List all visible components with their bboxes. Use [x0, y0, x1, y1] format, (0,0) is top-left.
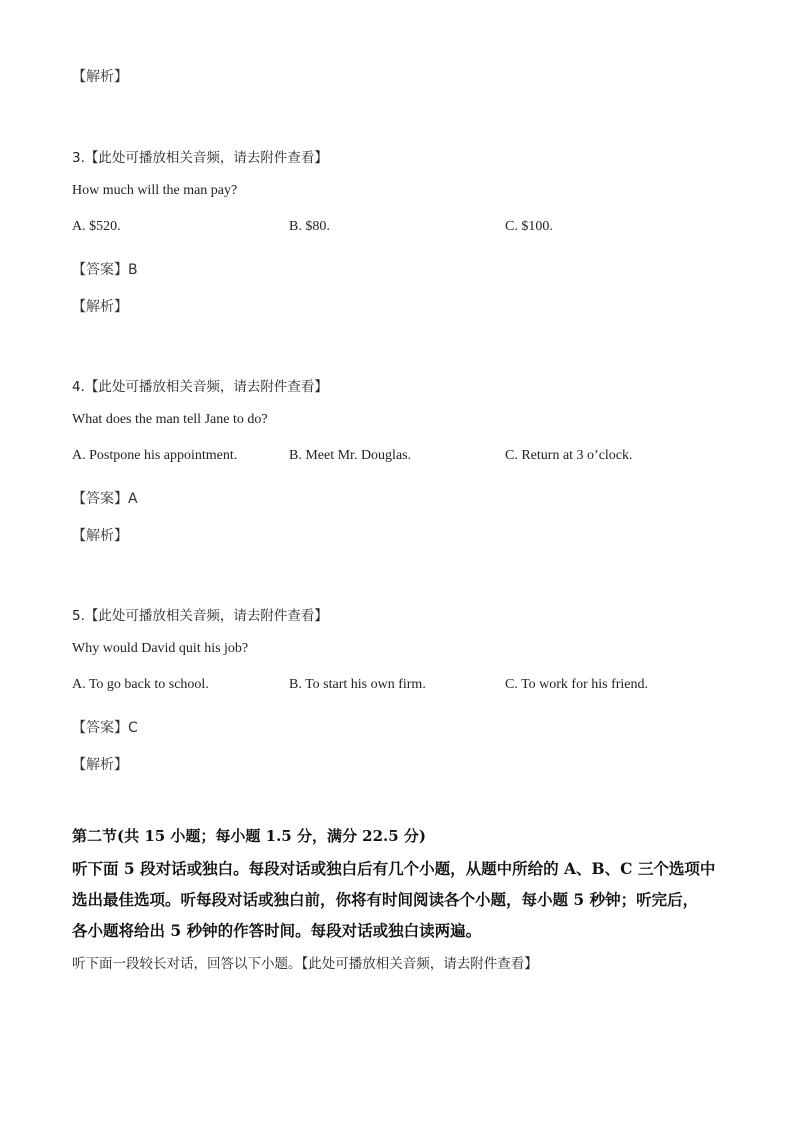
- question-3-number: 3.: [72, 150, 85, 166]
- answer-label: 【答案】: [72, 720, 128, 736]
- question-3-audio-note: 【此处可播放相关音频，请去附件查看】: [84, 150, 328, 166]
- section-2-instruction-line-1: 听下面 5 段对话或独白。每段对话或独白后有几个小题，从题中所给的 A、B、C 三个选项中: [72, 859, 716, 878]
- section-2-instruction-line-3: 各小题将给出 5 秒钟的作答时间。每段对话或独白读两遍。: [72, 921, 482, 940]
- question-3-option-a: A. $520.: [72, 219, 121, 234]
- question-4-option-a: A. Postpone his appointment.: [72, 448, 238, 463]
- question-3-text: How much will the man pay?: [72, 183, 238, 198]
- question-5-audio-note: 【此处可播放相关音频，请去附件查看】: [84, 608, 328, 624]
- question-4-analysis: 【解析】: [72, 528, 128, 544]
- question-5-text: Why would David quit his job?: [72, 641, 249, 656]
- section-2-prompt: 听下面一段较长对话，回答以下小题。【此处可播放相关音频，请去附件查看】: [72, 956, 538, 972]
- question-5-analysis: 【解析】: [72, 757, 128, 773]
- question-4-number: 4.: [72, 379, 85, 395]
- answer-label: 【答案】: [72, 262, 128, 278]
- question-4-option-c: C. Return at 3 o’clock.: [505, 448, 633, 463]
- question-5-number: 5.: [72, 608, 85, 624]
- question-3-option-b: B. $80.: [289, 219, 330, 234]
- section-2-title: 第二节(共 15 小题；每小题 1.5 分，满分 22.5 分): [72, 827, 427, 845]
- question-5-option-b: B. To start his own firm.: [289, 677, 426, 692]
- question-5-option-c: C. To work for his friend.: [505, 677, 649, 692]
- answer-value: C: [128, 720, 138, 736]
- question-3-header: [72, 146, 328, 166]
- section-2-instruction-line-2: 选出最佳选项。听每段对话或独白前，你将有时间阅读各个小题，每小题 5 秒钟；听完后，: [72, 890, 699, 909]
- question-5-header: [72, 604, 328, 624]
- question-4-option-b: B. Meet Mr. Douglas.: [289, 448, 412, 463]
- question-3-analysis: 【解析】: [72, 299, 128, 315]
- answer-label: 【答案】: [72, 491, 128, 507]
- question-4-text: What does the man tell Jane to do?: [72, 412, 268, 427]
- analysis-label-top: 【解析】: [72, 69, 128, 85]
- question-4-header: [72, 375, 328, 395]
- question-3-answer: [72, 259, 138, 279]
- question-5-option-a: A. To go back to school.: [72, 677, 209, 692]
- question-4-audio-note: 【此处可播放相关音频，请去附件查看】: [84, 379, 328, 395]
- question-4-answer: [72, 488, 138, 508]
- question-3-option-c: C. $100.: [505, 219, 553, 234]
- answer-value: A: [128, 491, 138, 507]
- question-5-answer: [72, 717, 138, 737]
- answer-value: B: [128, 262, 138, 278]
